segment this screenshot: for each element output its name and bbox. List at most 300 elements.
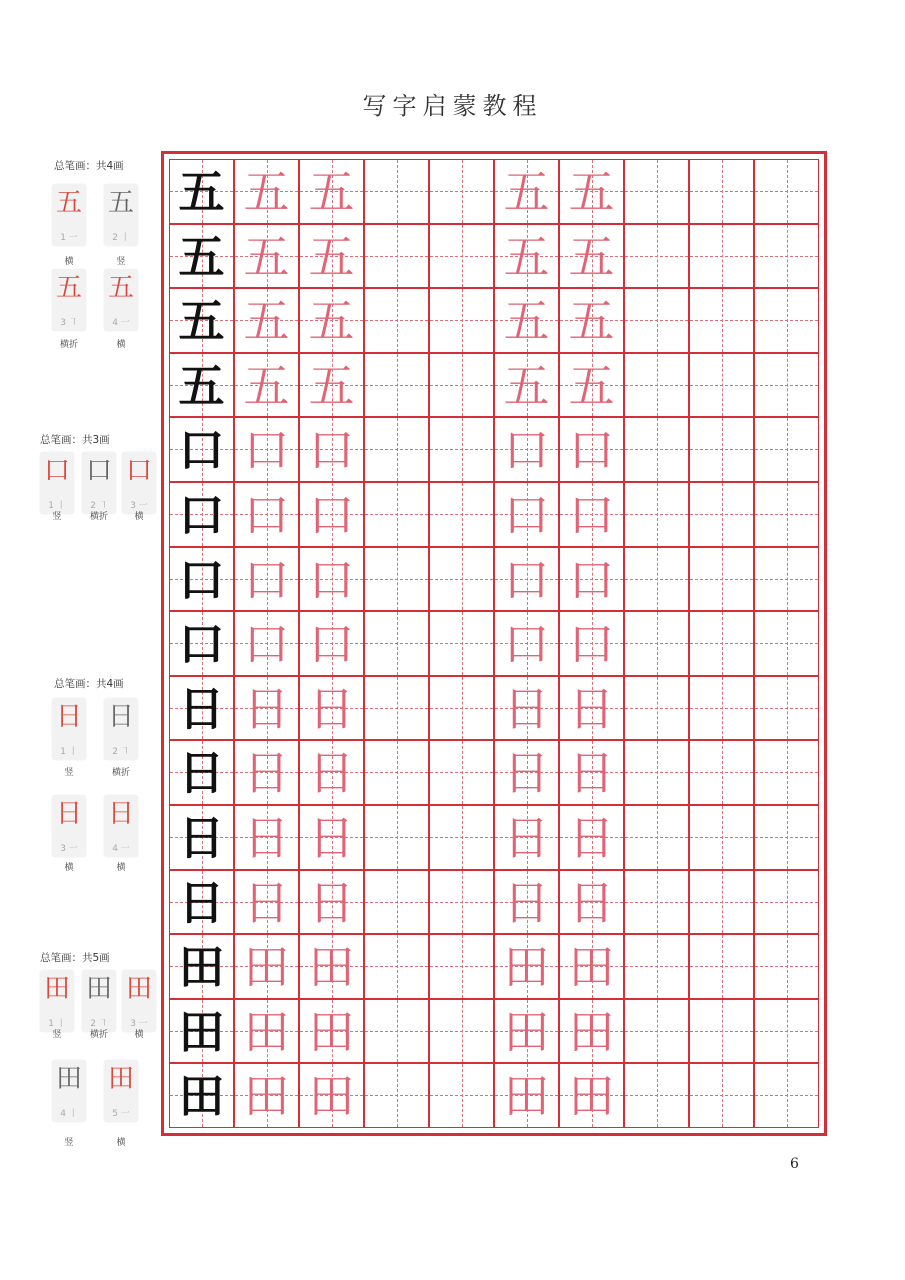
stroke-order-card — [122, 970, 156, 1032]
practice-cell — [429, 934, 494, 999]
cell-guide-horizontal — [365, 837, 428, 838]
practice-cell — [494, 934, 559, 999]
stroke-card-number: 1 丨 — [48, 501, 66, 511]
model-character: 日 — [178, 811, 225, 865]
practice-cell — [624, 417, 689, 482]
stroke-order-card — [40, 452, 74, 514]
stroke-name-label: 横 — [116, 340, 126, 350]
practice-cell — [169, 611, 234, 676]
stroke-order-card — [52, 698, 86, 760]
stroke-order-card — [52, 269, 86, 331]
practice-cell — [754, 482, 819, 547]
trace-character: 五 — [568, 229, 615, 284]
practice-cell — [624, 870, 689, 935]
practice-cell — [494, 1063, 559, 1128]
cell-guide-horizontal — [690, 191, 753, 192]
practice-cell — [494, 805, 559, 870]
stroke-name-label: 横折 — [59, 340, 78, 350]
stroke-name-label: 横折 — [89, 512, 108, 522]
stroke-name-label: 竖 — [52, 1030, 62, 1040]
practice-cell — [624, 999, 689, 1064]
cell-guide-horizontal — [755, 643, 818, 644]
practice-cell — [689, 999, 754, 1064]
stroke-count-header: 总笔画：共4画 — [54, 678, 124, 690]
practice-cell — [234, 611, 299, 676]
practice-cell — [559, 805, 624, 870]
model-character: 口 — [178, 423, 225, 478]
cell-guide-horizontal — [755, 902, 818, 903]
practice-cell — [624, 482, 689, 547]
practice-cell — [754, 611, 819, 676]
cell-guide-horizontal — [625, 579, 688, 580]
practice-cell — [429, 999, 494, 1064]
trace-character: 五 — [308, 294, 355, 349]
practice-cell — [299, 740, 364, 805]
practice-cell — [754, 870, 819, 935]
practice-cell — [624, 740, 689, 805]
practice-cell — [689, 288, 754, 353]
practice-cell — [299, 417, 364, 482]
cell-guide-horizontal — [430, 514, 493, 515]
stroke-order-sidebar — [0, 0, 160, 1200]
practice-cell — [754, 676, 819, 741]
stroke-card-character: 五 — [107, 188, 134, 218]
stroke-card-number: 1 丨 — [48, 1019, 66, 1029]
practice-cell — [754, 805, 819, 870]
cell-guide-horizontal — [625, 708, 688, 709]
cell-guide-horizontal — [365, 902, 428, 903]
practice-cell — [689, 159, 754, 224]
practice-cell — [754, 547, 819, 612]
practice-cell — [429, 159, 494, 224]
practice-cell — [559, 159, 624, 224]
practice-cell — [429, 353, 494, 418]
cell-guide-horizontal — [430, 643, 493, 644]
practice-cell — [299, 353, 364, 418]
practice-cell — [689, 353, 754, 418]
trace-character: 田 — [503, 940, 550, 995]
cell-guide-horizontal — [755, 256, 818, 257]
practice-cell — [364, 611, 429, 676]
practice-cell — [494, 740, 559, 805]
stroke-card-number: 2 ㇕ — [90, 501, 108, 511]
practice-cell — [689, 224, 754, 289]
cell-guide-horizontal — [625, 320, 688, 321]
cell-guide-horizontal — [430, 579, 493, 580]
practice-cell — [624, 159, 689, 224]
trace-character: 五 — [568, 165, 615, 219]
practice-cell — [364, 547, 429, 612]
trace-character: 日 — [308, 811, 355, 865]
trace-character: 日 — [308, 681, 355, 736]
practice-cell — [299, 934, 364, 999]
trace-character: 田 — [568, 1004, 615, 1059]
trace-character: 日 — [503, 875, 550, 930]
cell-guide-horizontal — [690, 385, 753, 386]
practice-cell — [299, 224, 364, 289]
trace-character: 田 — [308, 940, 355, 995]
stroke-name-label: 横 — [64, 257, 74, 267]
trace-character: 田 — [308, 1069, 355, 1124]
trace-character: 五 — [503, 294, 550, 349]
cell-guide-horizontal — [755, 385, 818, 386]
practice-cell — [559, 934, 624, 999]
cell-guide-horizontal — [690, 643, 753, 644]
stroke-name-label: 竖 — [116, 257, 126, 267]
practice-cell — [624, 224, 689, 289]
model-character: 五 — [178, 294, 225, 349]
trace-character: 田 — [243, 1004, 290, 1059]
trace-character: 口 — [308, 552, 355, 607]
practice-cell — [624, 1063, 689, 1128]
practice-cell — [559, 676, 624, 741]
practice-cell — [754, 417, 819, 482]
stroke-card-character: 日 — [55, 799, 82, 829]
practice-cell — [754, 224, 819, 289]
practice-cell — [299, 870, 364, 935]
stroke-card-character: 五 — [55, 188, 82, 218]
cell-guide-horizontal — [690, 708, 753, 709]
trace-character: 田 — [568, 940, 615, 995]
practice-cell — [624, 805, 689, 870]
practice-cell — [364, 999, 429, 1064]
cell-guide-horizontal — [690, 449, 753, 450]
stroke-order-card — [52, 1060, 86, 1122]
trace-character: 口 — [243, 423, 290, 478]
stroke-order-card — [122, 452, 156, 514]
practice-cell — [299, 547, 364, 612]
cell-guide-horizontal — [625, 385, 688, 386]
cell-guide-horizontal — [690, 320, 753, 321]
practice-cell — [169, 547, 234, 612]
cell-guide-horizontal — [430, 1031, 493, 1032]
trace-character: 田 — [503, 1069, 550, 1124]
cell-guide-horizontal — [365, 1095, 428, 1096]
trace-character: 五 — [503, 229, 550, 284]
cell-guide-horizontal — [625, 966, 688, 967]
trace-character: 日 — [243, 746, 290, 801]
stroke-card-number: 4 一 — [112, 318, 130, 328]
practice-cell — [559, 740, 624, 805]
practice-cell — [364, 224, 429, 289]
cell-guide-horizontal — [365, 385, 428, 386]
trace-character: 日 — [243, 875, 290, 930]
cell-guide-horizontal — [430, 385, 493, 386]
stroke-order-card — [104, 1060, 138, 1122]
cell-guide-horizontal — [690, 966, 753, 967]
practice-cell — [234, 676, 299, 741]
stroke-order-card — [104, 795, 138, 857]
cell-guide-horizontal — [430, 708, 493, 709]
trace-character: 日 — [308, 746, 355, 801]
practice-cell — [429, 224, 494, 289]
practice-cell — [689, 547, 754, 612]
cell-guide-horizontal — [430, 772, 493, 773]
stroke-card-character: 田 — [43, 974, 70, 1004]
model-character: 口 — [178, 552, 225, 607]
practice-cell — [754, 740, 819, 805]
practice-cell — [169, 224, 234, 289]
trace-character: 日 — [503, 681, 550, 736]
cell-guide-horizontal — [755, 191, 818, 192]
practice-cell — [169, 676, 234, 741]
practice-cell — [494, 999, 559, 1064]
practice-cell — [559, 482, 624, 547]
cell-guide-horizontal — [690, 579, 753, 580]
trace-character: 日 — [503, 811, 550, 865]
cell-guide-horizontal — [365, 256, 428, 257]
practice-cell — [494, 870, 559, 935]
practice-cell — [169, 999, 234, 1064]
practice-cell — [429, 288, 494, 353]
cell-guide-horizontal — [625, 514, 688, 515]
stroke-card-number: 3 一 — [130, 501, 148, 511]
trace-character: 五 — [243, 294, 290, 349]
cell-guide-horizontal — [690, 514, 753, 515]
practice-cell — [234, 999, 299, 1064]
practice-cell — [299, 676, 364, 741]
model-character: 五 — [178, 229, 225, 284]
cell-guide-horizontal — [365, 708, 428, 709]
practice-cell — [559, 417, 624, 482]
stroke-card-character: 田 — [55, 1064, 82, 1094]
practice-cell — [299, 805, 364, 870]
model-character: 日 — [178, 746, 225, 801]
practice-cell — [234, 740, 299, 805]
stroke-card-character: 口 — [43, 456, 70, 486]
practice-cell — [364, 805, 429, 870]
stroke-order-card — [104, 184, 138, 246]
practice-cell — [494, 547, 559, 612]
stroke-card-character: 田 — [125, 974, 152, 1004]
stroke-name-label: 横 — [64, 863, 74, 873]
cell-guide-horizontal — [755, 772, 818, 773]
practice-cell — [689, 676, 754, 741]
practice-cell — [689, 1063, 754, 1128]
trace-character: 日 — [568, 811, 615, 865]
practice-cell — [559, 611, 624, 676]
stroke-card-character: 口 — [85, 456, 112, 486]
practice-cell — [429, 805, 494, 870]
practice-cell — [624, 934, 689, 999]
practice-cell — [494, 611, 559, 676]
cell-guide-horizontal — [365, 1031, 428, 1032]
practice-cell — [689, 805, 754, 870]
practice-cell — [559, 999, 624, 1064]
practice-cell — [689, 740, 754, 805]
cell-guide-horizontal — [755, 708, 818, 709]
stroke-name-label: 竖 — [52, 512, 62, 522]
practice-cell — [234, 870, 299, 935]
practice-cell — [689, 934, 754, 999]
practice-cell — [169, 159, 234, 224]
stroke-card-number: 1 一 — [60, 233, 78, 243]
practice-cell — [364, 740, 429, 805]
stroke-name-label: 横 — [116, 863, 126, 873]
trace-character: 口 — [243, 552, 290, 607]
cell-guide-horizontal — [690, 772, 753, 773]
practice-cell — [754, 999, 819, 1064]
stroke-count-header: 总笔画：共5画 — [40, 952, 110, 964]
practice-cell — [754, 934, 819, 999]
cell-guide-horizontal — [430, 256, 493, 257]
stroke-order-card — [82, 970, 116, 1032]
trace-character: 口 — [568, 552, 615, 607]
stroke-name-label: 横折 — [89, 1030, 108, 1040]
trace-character: 口 — [308, 488, 355, 542]
cell-guide-horizontal — [625, 256, 688, 257]
cell-guide-horizontal — [690, 1095, 753, 1096]
trace-character: 五 — [503, 165, 550, 219]
stroke-order-card — [52, 184, 86, 246]
practice-cell — [494, 676, 559, 741]
practice-cell — [299, 999, 364, 1064]
trace-character: 五 — [308, 358, 355, 413]
practice-grid-cells — [169, 159, 819, 1128]
practice-cell — [429, 740, 494, 805]
stroke-card-number: 3 一 — [60, 844, 78, 854]
trace-character: 田 — [243, 940, 290, 995]
cell-guide-horizontal — [755, 320, 818, 321]
practice-cell — [559, 870, 624, 935]
cell-guide-horizontal — [365, 191, 428, 192]
practice-cell — [364, 417, 429, 482]
practice-cell — [169, 740, 234, 805]
practice-cell — [234, 417, 299, 482]
practice-cell — [234, 547, 299, 612]
stroke-name-label: 横 — [134, 512, 144, 522]
model-character: 五 — [178, 358, 225, 413]
cell-guide-horizontal — [625, 1095, 688, 1096]
trace-character: 五 — [308, 165, 355, 219]
stroke-card-number: 4 丨 — [60, 1109, 78, 1119]
practice-cell — [234, 805, 299, 870]
cell-guide-horizontal — [430, 449, 493, 450]
cell-guide-horizontal — [755, 579, 818, 580]
practice-cell — [169, 288, 234, 353]
cell-guide-horizontal — [690, 902, 753, 903]
model-character: 田 — [178, 1004, 225, 1059]
stroke-card-character: 五 — [107, 273, 134, 303]
cell-guide-horizontal — [690, 256, 753, 257]
practice-cell — [429, 417, 494, 482]
stroke-name-label: 横 — [116, 1138, 126, 1148]
trace-character: 日 — [243, 811, 290, 865]
practice-cell — [429, 547, 494, 612]
cell-guide-horizontal — [365, 772, 428, 773]
stroke-card-character: 日 — [55, 702, 82, 732]
stroke-order-card — [40, 970, 74, 1032]
practice-cell — [169, 934, 234, 999]
cell-guide-horizontal — [365, 320, 428, 321]
trace-character: 日 — [308, 875, 355, 930]
practice-cell — [689, 611, 754, 676]
trace-character: 田 — [243, 1069, 290, 1124]
cell-guide-horizontal — [365, 643, 428, 644]
stroke-order-card — [104, 269, 138, 331]
trace-character: 口 — [308, 423, 355, 478]
trace-character: 五 — [503, 358, 550, 413]
cell-guide-horizontal — [625, 772, 688, 773]
trace-character: 口 — [243, 617, 290, 672]
stroke-card-number: 4 一 — [112, 844, 130, 854]
trace-character: 日 — [503, 746, 550, 801]
practice-cell — [429, 870, 494, 935]
trace-character: 田 — [308, 1004, 355, 1059]
cell-guide-horizontal — [755, 1095, 818, 1096]
practice-cell — [234, 288, 299, 353]
practice-cell — [624, 547, 689, 612]
page-number: 6 — [790, 1156, 799, 1172]
practice-cell — [299, 288, 364, 353]
practice-cell — [299, 1063, 364, 1128]
practice-cell — [559, 547, 624, 612]
trace-character: 口 — [568, 617, 615, 672]
stroke-card-number: 3 一 — [130, 1019, 148, 1029]
practice-cell — [364, 870, 429, 935]
practice-cell — [559, 353, 624, 418]
practice-cell — [169, 353, 234, 418]
trace-character: 五 — [243, 165, 290, 219]
practice-cell — [754, 1063, 819, 1128]
trace-character: 口 — [568, 423, 615, 478]
practice-cell — [429, 482, 494, 547]
stroke-card-character: 日 — [107, 702, 134, 732]
practice-cell — [169, 805, 234, 870]
cell-guide-horizontal — [430, 320, 493, 321]
cell-guide-horizontal — [365, 514, 428, 515]
trace-character: 五 — [243, 229, 290, 284]
cell-guide-horizontal — [690, 837, 753, 838]
stroke-card-number: 2 丨 — [112, 233, 130, 243]
practice-cell — [299, 482, 364, 547]
trace-character: 田 — [568, 1069, 615, 1124]
trace-character: 口 — [243, 488, 290, 542]
practice-cell — [429, 1063, 494, 1128]
stroke-order-card — [52, 795, 86, 857]
stroke-name-label: 竖 — [64, 768, 74, 778]
trace-character: 五 — [568, 294, 615, 349]
practice-cell — [624, 676, 689, 741]
trace-character: 日 — [568, 681, 615, 736]
cell-guide-horizontal — [755, 514, 818, 515]
model-character: 田 — [178, 940, 225, 995]
practice-cell — [169, 1063, 234, 1128]
practice-cell — [689, 870, 754, 935]
cell-guide-horizontal — [755, 837, 818, 838]
practice-cell — [494, 417, 559, 482]
stroke-card-number: 2 ㇕ — [90, 1019, 108, 1029]
stroke-card-character: 五 — [55, 273, 82, 303]
practice-cell — [364, 288, 429, 353]
practice-cell — [559, 224, 624, 289]
stroke-name-label: 横 — [134, 1030, 144, 1040]
practice-cell — [299, 611, 364, 676]
cell-guide-horizontal — [755, 1031, 818, 1032]
stroke-card-character: 口 — [125, 456, 152, 486]
model-character: 日 — [178, 681, 225, 736]
practice-cell — [364, 353, 429, 418]
practice-cell — [234, 159, 299, 224]
stroke-order-card — [82, 452, 116, 514]
stroke-card-number: 2 ㇕ — [112, 747, 130, 757]
practice-cell — [169, 482, 234, 547]
practice-cell — [689, 417, 754, 482]
practice-cell — [364, 934, 429, 999]
cell-guide-horizontal — [625, 643, 688, 644]
practice-cell — [624, 353, 689, 418]
stroke-card-number: 3 ㇕ — [60, 318, 78, 328]
